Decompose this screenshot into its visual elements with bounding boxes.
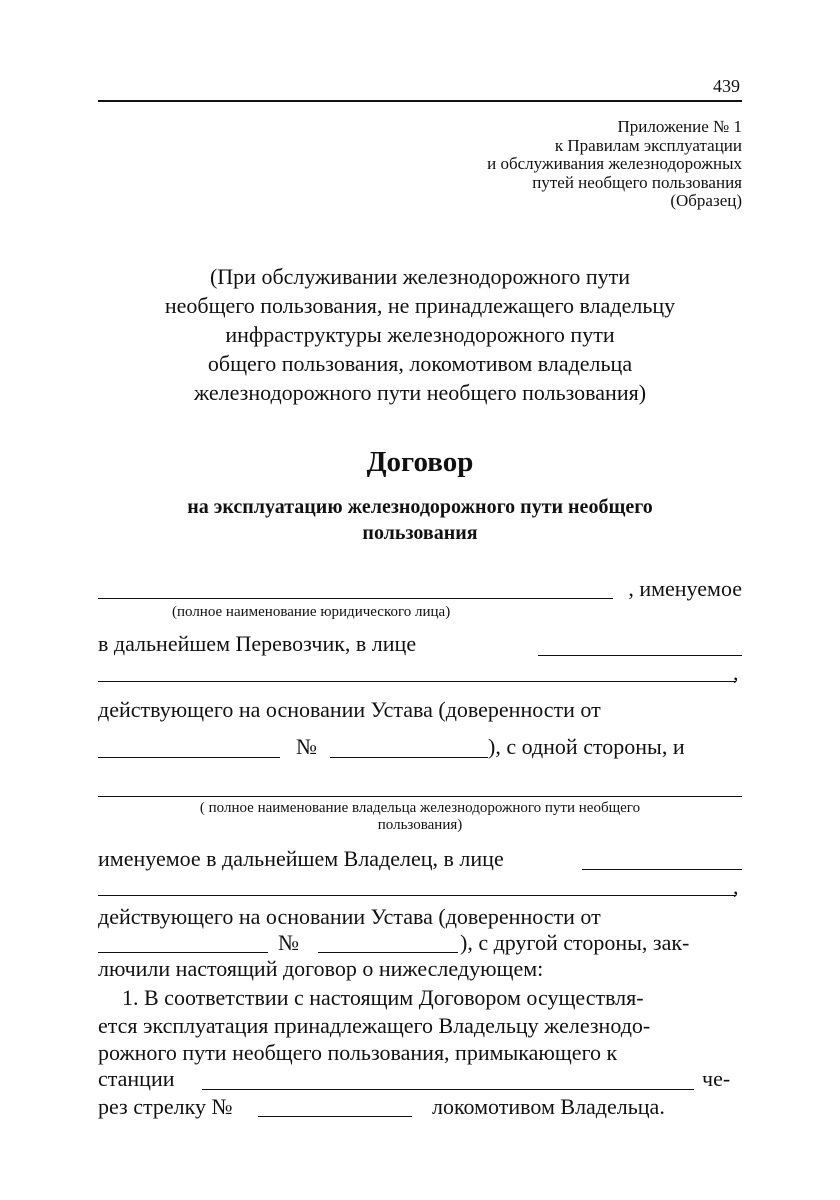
subtitle-line: на эксплуатацию железнодорожного пути необщего (187, 496, 653, 518)
owner-proxy-number-blank (318, 952, 458, 953)
owner-in-person-text: именуемое в дальнейшем Владелец, в лице (98, 846, 504, 871)
owner-name-blank (98, 796, 742, 797)
station-name-blank (202, 1089, 694, 1090)
appendix-line: путей необщего пользования (532, 172, 742, 192)
owner-caption-line: ( полное наименование владельца железнодорожного пути необщего (199, 800, 641, 816)
legal-name-blank (98, 598, 613, 599)
preface-line: инфраструктуры железнодорожного пути (225, 322, 615, 347)
owner-locomotive-text: локомотивом Владельца. (432, 1094, 665, 1119)
page-number: 439 (713, 76, 740, 96)
switch-label: рез стрелку № (98, 1094, 233, 1119)
clause-1-line: ется эксплуатация принадлежащего Владельцу железнодо- (98, 1013, 651, 1038)
appendix-line: к Правилам эксплуатации (554, 135, 742, 155)
owner-caption-line: пользования) (377, 817, 463, 833)
acting-charter-text: действующего на основании Устава (доверенности от (98, 904, 601, 929)
named-as-text: , именуемое (628, 576, 742, 601)
owner-proxy-date-blank (98, 952, 268, 953)
through-hyphen-text: че- (702, 1066, 731, 1091)
switch-number-blank (258, 1116, 412, 1117)
carrier-proxy-date-blank (98, 757, 280, 758)
comma-text: , (733, 874, 739, 899)
preface-line: (При обслуживании железнодорожного пути (209, 264, 631, 289)
carrier-representative-blank (538, 655, 742, 656)
owner-representative-blank-2 (98, 895, 736, 896)
one-side-text: ), с одной стороны, и (488, 734, 685, 759)
concluded-text: лючили настоящий договор о нижеследующем: (98, 956, 544, 981)
appendix-sample-label: (Образец) (670, 191, 742, 210)
number-sign: № (278, 930, 299, 955)
acting-charter-text: действующего на основании Устава (доверенности от (98, 697, 601, 722)
owner-representative-blank (582, 869, 742, 870)
owner-name-caption (98, 800, 742, 834)
preface-note (98, 262, 742, 407)
other-side-text: ), с другой стороны, зак- (460, 930, 690, 955)
station-label: станции (98, 1066, 175, 1091)
document-title: Договор (366, 446, 474, 478)
number-sign: № (296, 734, 317, 759)
preface-line: железнодорожного пути необщего пользования) (193, 380, 647, 405)
clause-1-line: 1. В соответствии с настоящим Договором осуществля- (122, 985, 644, 1010)
preface-line: необщего пользования, не принадлежащего владельцу (164, 293, 676, 318)
clause-1-line: рожного пути необщего пользования, примыкающего к (98, 1040, 618, 1065)
preface-line: общего пользования, локомотивом владельца (207, 351, 633, 376)
appendix-line: и обслуживания железнодорожных (487, 154, 742, 173)
header-rule (98, 100, 742, 102)
carrier-in-person-text: в дальнейшем Перевозчик, в лице (98, 631, 417, 656)
document-subtitle (110, 494, 730, 546)
subtitle-line: пользования (362, 522, 478, 544)
legal-name-caption: (полное наименование юридического лица) (172, 604, 451, 620)
carrier-representative-blank-2 (98, 681, 736, 682)
appendix-reference (380, 118, 742, 211)
carrier-proxy-number-blank (330, 757, 488, 758)
comma-text: , (733, 660, 739, 685)
appendix-line: Приложение № 1 (617, 117, 742, 136)
